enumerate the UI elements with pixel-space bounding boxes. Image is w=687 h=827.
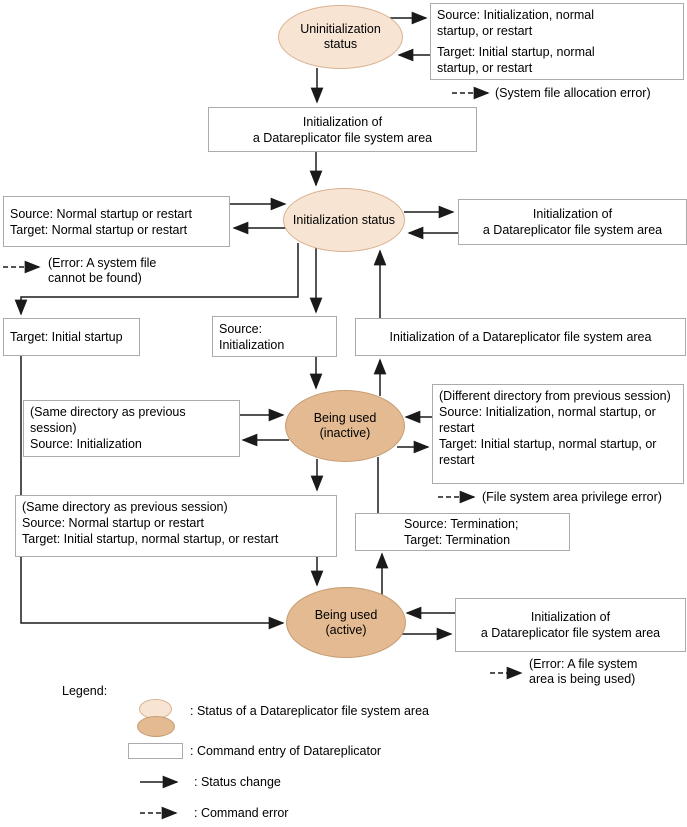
error-label-privilege [482,490,662,505]
text-line: Source: Initialization, normal startup, or [439,405,656,419]
box-uninit-source-target [430,3,684,80]
text-line: a Datareplicator file system area [482,223,663,237]
state-uninitialization-label: Uninitialization status [300,22,381,51]
text-line: a Datareplicator file system area [252,130,433,145]
box-init-command-long [355,318,686,356]
text-line: Source: Initialization [30,437,142,451]
text-line: Initialization of [302,114,383,129]
text-line: Target: Initial startup [10,330,123,344]
box-init-command-right [458,199,687,245]
error-label-system-file-allocation [495,86,651,101]
text-line: (System file allocation error) [495,86,651,100]
text-line: startup, or restart [437,61,533,75]
box-different-directory [432,384,684,484]
legend-command-box-icon [128,743,183,759]
text-line: Target: Termination [404,533,511,547]
text-line: a Datareplicator file system area [480,626,661,640]
state-being-used-inactive-label: Being used (inactive) [313,411,377,440]
text-line: startup, or restart [437,24,533,38]
text-line: Source: [219,321,263,336]
state-being-used-active [286,587,406,658]
text-line: cannot be found) [48,271,142,285]
legend-command-label: : Command entry of Datareplicator [190,744,382,758]
text-line: (Same directory as previous session) [22,500,228,514]
box-source-initialization [212,316,337,357]
legend-status-change-label: : Status change [194,775,281,789]
state-initialization-label: Initialization status [292,212,396,227]
box-termination [355,513,570,551]
text-line: session) [30,421,77,435]
text-line: Source: Termination; [404,517,519,531]
text-line: Target: Initial startup, normal startup, or [439,437,657,451]
text-line: Initialization of a Datareplicator file system area [389,330,652,344]
arrow-target-initial-to-active [21,356,283,623]
legend-command-error-label: : Command error [194,806,289,820]
box-normal-startup-restart [3,196,230,247]
text-line: (Error: A file system [529,657,638,671]
text-line: Source: Normal startup or restart [10,206,193,221]
text-line: Source: Initialization, normal [437,8,595,22]
text-line: Target: Initial startup, normal [437,45,595,59]
text-line: restart [439,421,475,435]
state-being-used-active-label: Being used (active) [314,607,378,637]
box-same-dir-normal-startup [15,495,337,557]
text-line: Initialization of [530,610,611,624]
text-line: Target: Normal startup or restart [10,222,188,237]
text-line: (Same directory as previous [30,405,186,419]
text-line: (Error: A system file [48,256,157,270]
text-line: area is being used) [529,672,636,686]
state-initialization [283,188,405,252]
text-line: (Different directory from previous session) [439,389,671,403]
box-init-command-bottom [455,598,686,652]
text-line: Initialization of [532,207,613,221]
legend-title: Legend: [62,684,108,698]
state-uninitialization [278,5,403,69]
text-line: Source: Normal startup or restart [22,516,205,530]
text-line: (File system area privilege error) [482,490,662,504]
text-line: restart [439,453,475,467]
text-line: Target: Initial startup, normal startup, or restart [22,532,279,546]
legend-status-ellipse-dark-icon [137,716,175,737]
state-being-used-inactive [285,390,405,462]
legend-status-label: : Status of a Datareplicator file system area [190,704,429,718]
error-label-system-file-not-found [48,256,156,286]
box-same-dir-initialization [23,400,240,457]
text-line: Initialization [219,337,285,352]
box-init-command-top [208,107,477,152]
error-label-area-being-used [529,657,637,687]
box-target-initial-startup [3,318,140,356]
